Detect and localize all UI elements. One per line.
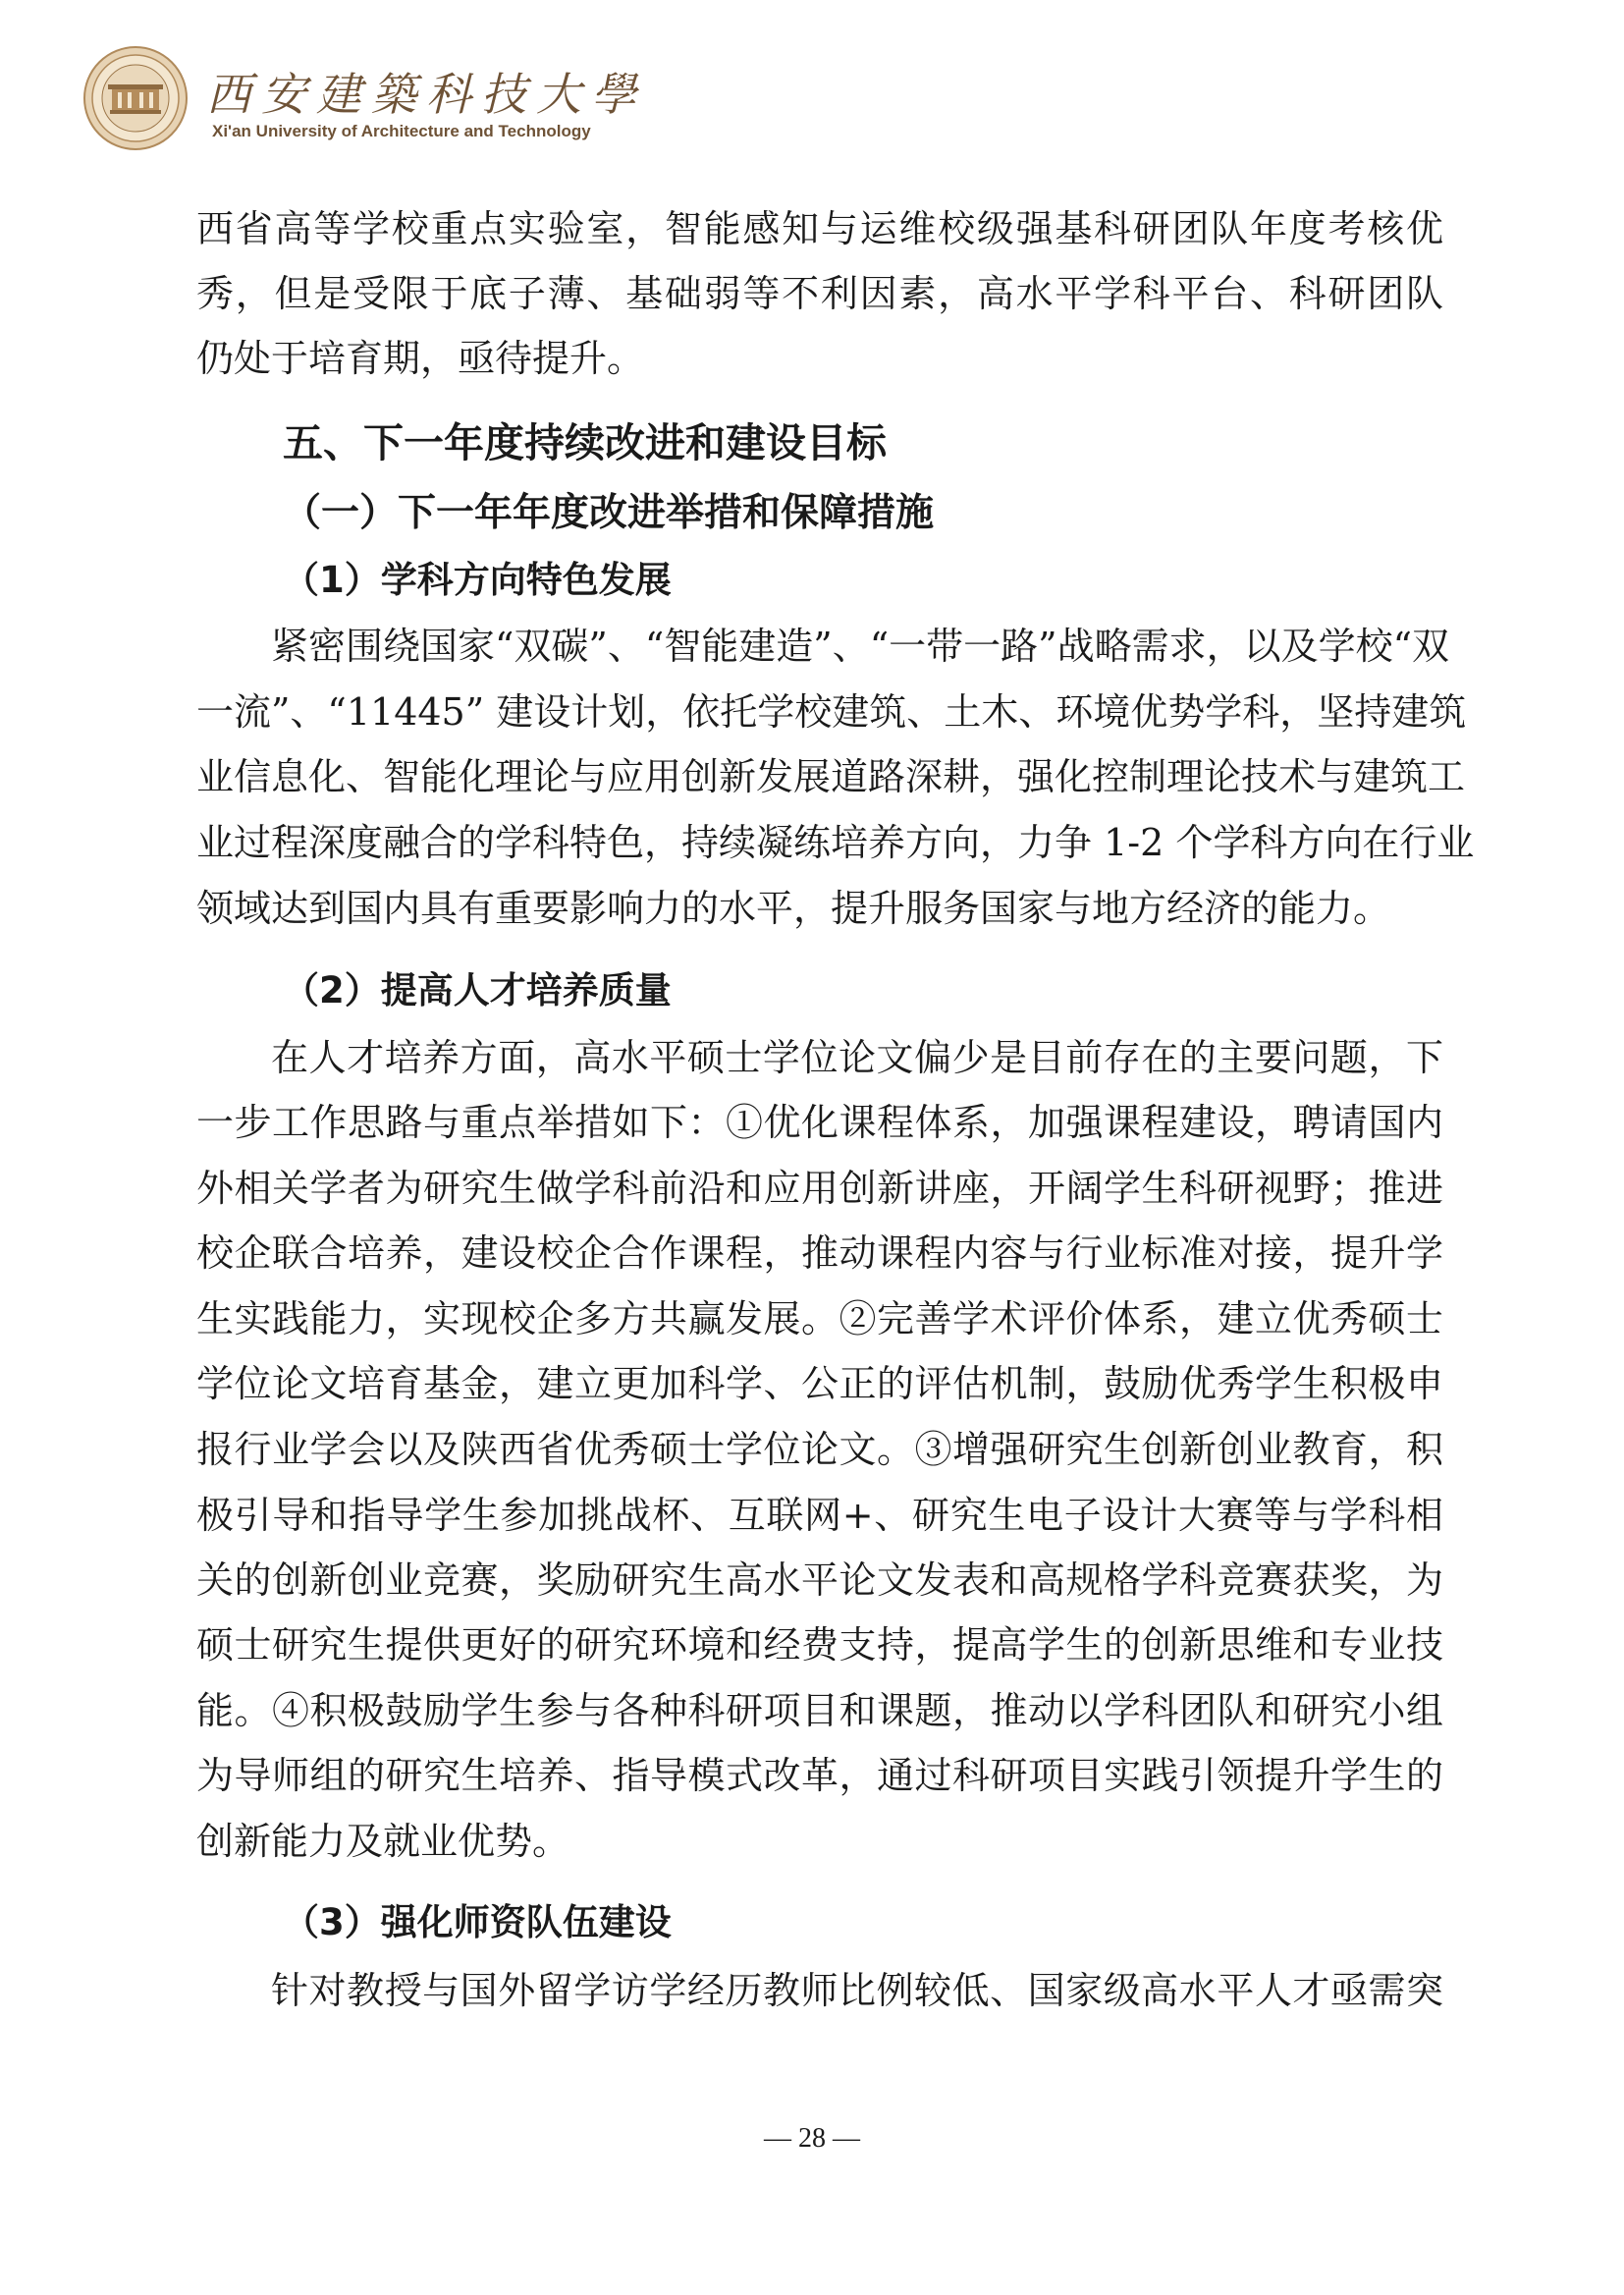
paragraph-line: 一流”、“11445” 建设计划，依托学校建筑、土木、环境优势学科，坚持建筑 [196,690,1467,734]
paragraph-line: 针对教授与国外留学访学经历教师比例较低、国家级高水平人才亟需突 [271,1969,1443,2012]
item-heading: （3）强化师资队伍建设 [283,1901,672,1943]
paragraph-line: 一步工作思路与重点举措如下：①优化课程体系，加强课程建设，聘请国内 [196,1101,1443,1144]
paragraph-line: 在人才培养方面，高水平硕士学位论文偏少是目前存在的主要问题，下 [271,1036,1443,1079]
paragraph-line: 能。④积极鼓励学生参与各种科研项目和课题，推动以学科团队和研究小组 [196,1689,1443,1732]
university-logo-icon [82,45,189,151]
paragraph-line: 学位论文培育基金，建立更加科学、公正的评估机制，鼓励优秀学生积极申 [196,1362,1443,1405]
paragraph-line: 领域达到国内具有重要影响力的水平，提升服务国家与地方经济的能力。 [196,887,1391,930]
paragraph-line: 秀，但是受限于底子薄、基础弱等不利因素，高水平学科平台、科研团队 [196,272,1443,315]
paragraph-line: 报行业学会以及陕西省优秀硕士学位论文。③增强研究生创新创业教育，积 [196,1428,1443,1471]
university-name-en: Xi'an University of Architecture and Technology [212,122,591,140]
university-name-cn: 西安建築科技大學 [206,68,646,121]
paragraph-line: 校企联合培养，建设校企合作课程，推动课程内容与行业标准对接，提升学 [196,1231,1443,1275]
subsection-heading: （一）下一年年度改进举措和保障措施 [283,491,935,535]
paragraph-line: 生实践能力，实现校企多方共赢发展。②完善学术评价体系，建立优秀硕士 [196,1297,1443,1340]
paragraph-line: 创新能力及就业优势。 [196,1820,570,1863]
paragraph-line: 业过程深度融合的学科特色，持续凝练培养方向，力争 1-2 个学科方向在行业 [196,821,1475,864]
paragraph-line: 紧密围绕国家“双碳”、“智能建造”、“一带一路”战略需求，以及学校“双 [271,625,1449,668]
paragraph-line: 业信息化、智能化理论与应用创新发展道路深耕，强化控制理论技术与建筑工 [196,755,1466,798]
page-header [82,45,789,153]
paragraph-line: 仍处于培育期，亟待提升。 [196,337,645,380]
paragraph-line: 西省高等学校重点实验室，智能感知与运维校级强基科研团队年度考核优 [196,207,1443,250]
item-heading: （1）学科方向特色发展 [283,559,672,601]
section-heading: 五、下一年度持续改进和建设目标 [283,419,887,466]
page-number: — 28 — [764,2123,860,2154]
paragraph-line: 为导师组的研究生培养、指导模式改革，通过科研项目实践引领提升学生的 [196,1754,1443,1797]
paragraph-line: 极引导和指导学生参加挑战杯、互联网+、研究生电子设计大赛等与学科相 [196,1494,1443,1537]
item-heading: （2）提高人才培养质量 [283,969,672,1011]
paragraph-line: 外相关学者为研究生做学科前沿和应用创新讲座，开阔学生科研视野；推进 [196,1167,1443,1210]
paragraph-line: 关的创新创业竞赛，奖励研究生高水平论文发表和高规格学科竞赛获奖，为 [196,1558,1443,1602]
paragraph-line: 硕士研究生提供更好的研究环境和经费支持，提高学生的创新思维和专业技 [196,1623,1443,1667]
